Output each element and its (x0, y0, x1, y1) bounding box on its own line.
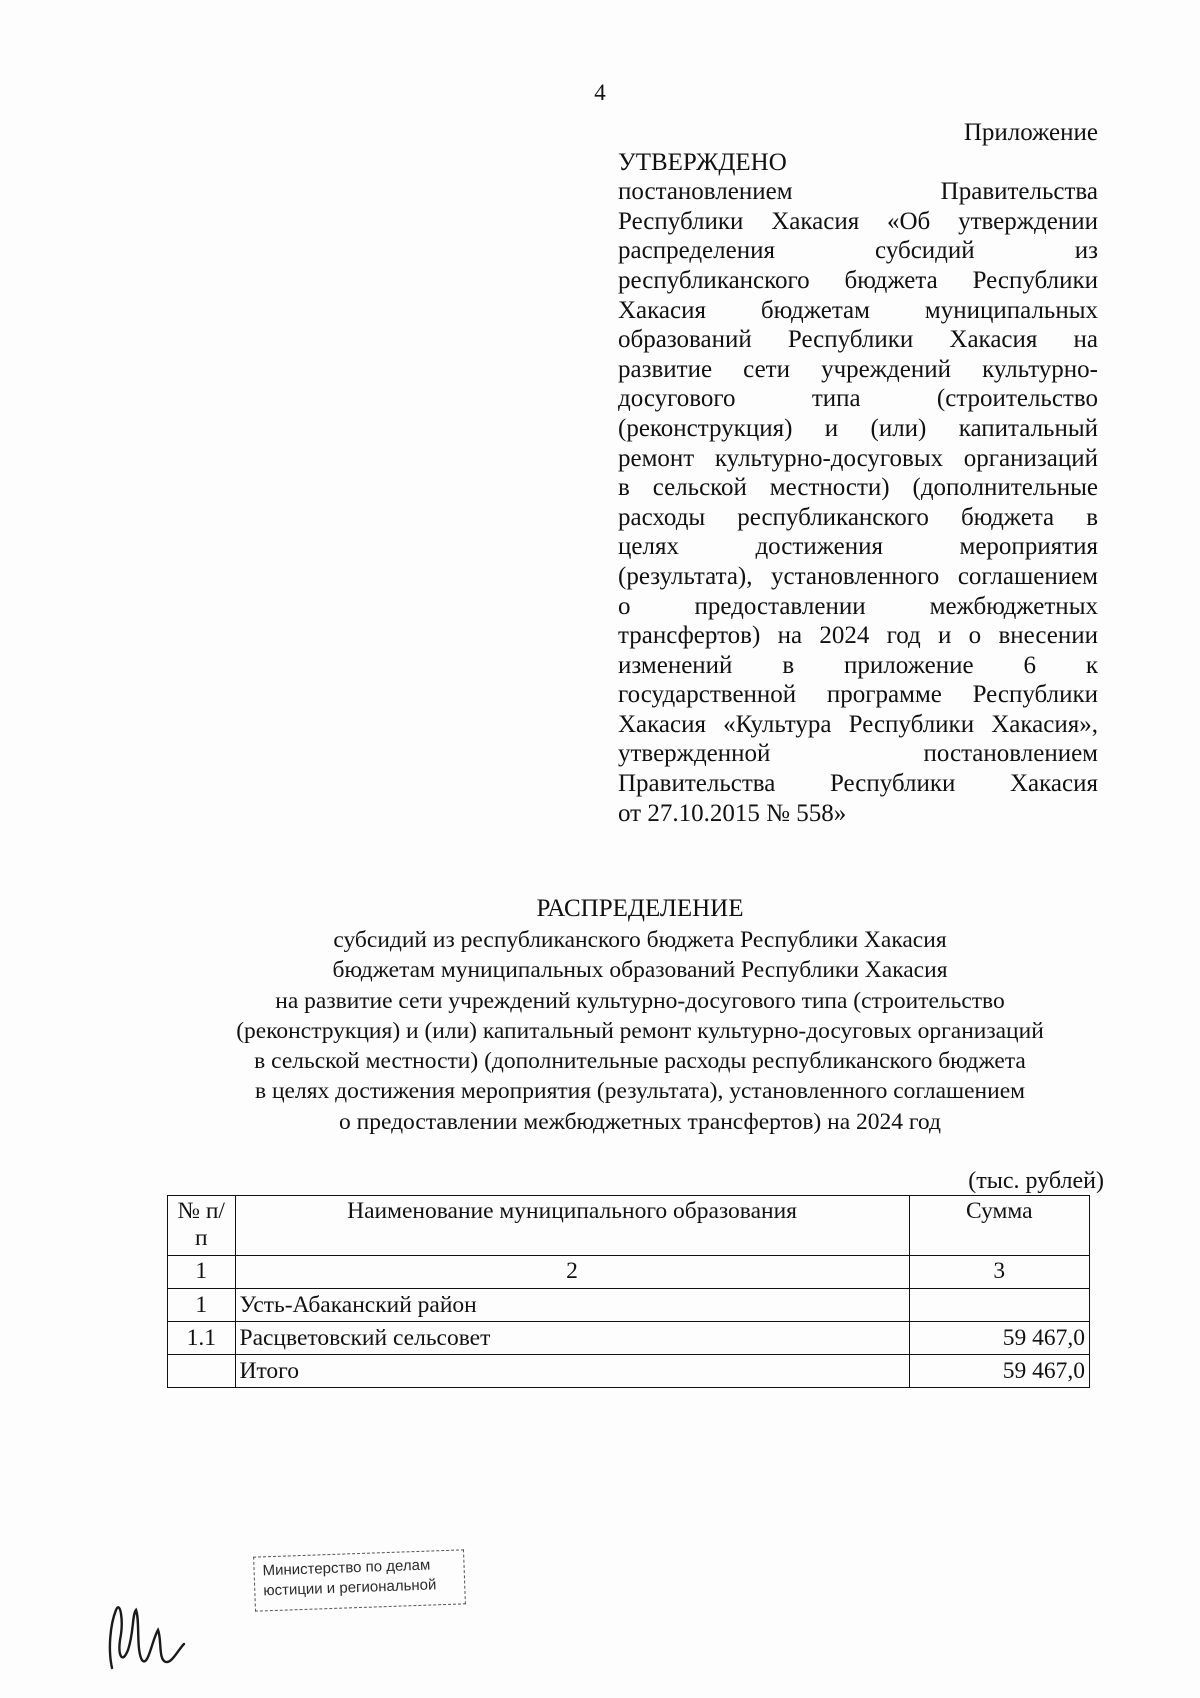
approval-line: республиканского бюджета Республики (618, 266, 1098, 294)
column-number: 1 (168, 1256, 236, 1289)
approval-line: развитие сети учреждений культурно- (618, 355, 1098, 383)
column-numbers-row (168, 1256, 1090, 1289)
approval-line: изменений в приложение 6 к (618, 651, 1098, 679)
registration-stamp (253, 1549, 466, 1611)
column-number: 3 (909, 1256, 1089, 1289)
subtitle-line: в сельской местности) (дополнительные расходы республиканского бюджета (254, 1048, 1026, 1075)
approval-line: расходы республиканского бюджета в (618, 503, 1098, 531)
units-note: (тыс. рублей) (968, 1168, 1104, 1194)
approval-block (618, 118, 1098, 828)
subtitle-line: субсидий из республиканского бюджета Республики Хакасия (333, 927, 947, 953)
distribution-table (167, 1195, 1090, 1388)
row-name: Усть-Абаканский район (235, 1289, 909, 1322)
approval-line: целях достижения мероприятия (618, 533, 1098, 561)
column-number: 2 (235, 1256, 909, 1289)
row-name: Итого (235, 1355, 909, 1388)
approval-line: постановлением Правительства (618, 178, 1098, 206)
row-number (168, 1355, 236, 1388)
subtitle-line: о предоставлении межбюджетных трансфертов) на 2024 год (339, 1108, 941, 1135)
subtitle-line: на развитие сети учреждений культурно-досугового типа (строительство (275, 987, 1005, 1014)
approved-label: УТВЕРЖДЕНО (618, 148, 787, 176)
subtitle-line: в целях достижения мероприятия (результата), установленного соглашением (254, 1078, 1025, 1105)
row-amount: 59 467,0 (909, 1355, 1089, 1388)
approval-line: (реконструкция) и (или) капитальный (618, 414, 1098, 442)
subtitle-line: бюджетам муниципальных образований Республики Хакасия (332, 957, 948, 984)
subtitle-line: (реконструкция) и (или) капитальный ремонт культурно-досуговых организаций (236, 1017, 1044, 1044)
row-amount: 59 467,0 (909, 1322, 1089, 1355)
page-number: 4 (594, 80, 606, 105)
approval-line: Хакасия бюджетам муниципальных (618, 296, 1098, 324)
approval-line: утвержденной постановлением (618, 740, 1098, 768)
table-row (168, 1289, 1090, 1322)
document-title: РАСПРЕДЕЛЕНИЕ (536, 895, 744, 922)
header-name: Наименование муниципального образования (235, 1196, 909, 1256)
approval-line: Республики Хакасия «Об утверждении (618, 207, 1098, 235)
approval-line: Правительства Республики Хакасия (618, 770, 1098, 798)
table-header-row (168, 1196, 1090, 1256)
row-name: Расцветовский сельсовет (235, 1322, 909, 1355)
approval-line: о предоставлении межбюджетных (618, 592, 1098, 620)
approval-line: образований Республики Хакасия на (618, 326, 1098, 354)
approval-line: (результата), установленного соглашением (618, 562, 1098, 590)
approval-line: в сельской местности) (дополнительные (618, 474, 1098, 502)
approval-line: досугового типа (строительство (618, 385, 1098, 413)
approval-line: ремонт культурно-досуговых организаций (618, 444, 1098, 472)
approval-line: государственной программе Республики (618, 681, 1098, 709)
approval-line: от 27.10.2015 № 558» (618, 799, 847, 827)
row-number: 1.1 (168, 1322, 236, 1355)
title-block (120, 893, 1160, 1137)
row-amount (909, 1289, 1089, 1322)
approval-line: Хакасия «Культура Республики Хакасия», (618, 710, 1098, 738)
approval-line: распределения субсидий из (618, 237, 1098, 265)
header-amount: Сумма (909, 1196, 1089, 1256)
signature-mark (106, 1580, 186, 1675)
stamp-line: Министерство по делам (262, 1556, 431, 1580)
row-number: 1 (168, 1289, 236, 1322)
appendix-label: Приложение (963, 119, 1098, 146)
header-number: № п/п (168, 1196, 236, 1256)
stamp-line: юстиции и региональной (263, 1576, 437, 1600)
table-row-total (168, 1355, 1090, 1388)
approval-line: трансфертов) на 2024 год и о внесении (618, 622, 1098, 650)
table-row (168, 1322, 1090, 1355)
